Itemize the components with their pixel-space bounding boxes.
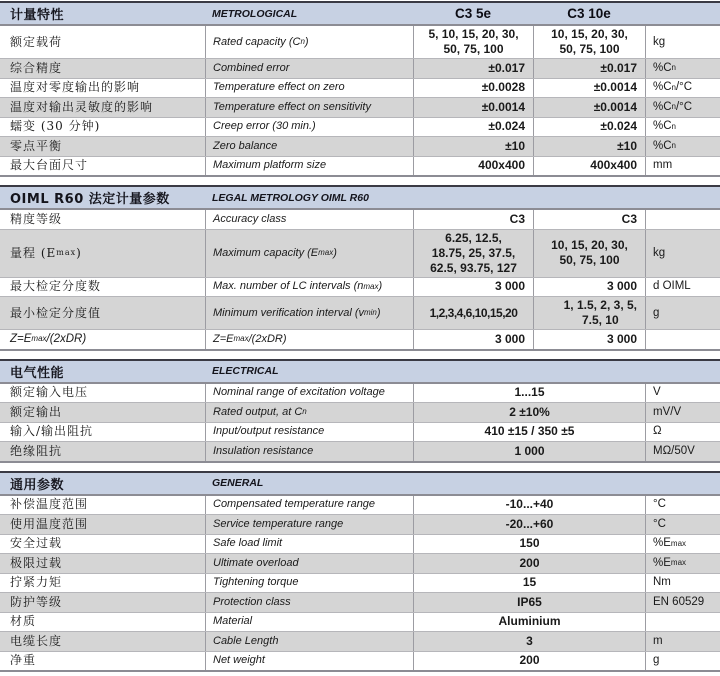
section-title-zh: 通用参数	[10, 477, 65, 493]
spec-name-en: Compensated temperature range	[205, 496, 413, 515]
product-column-header: C3 10e	[567, 6, 611, 21]
spec-unit: %C n	[645, 59, 720, 78]
spec-value-1	[413, 118, 533, 137]
spec-name-zh: 温度对输出灵敏度的影响	[10, 99, 154, 114]
spec-value-2	[533, 210, 645, 229]
spec-unit: d OIML	[645, 278, 720, 297]
spec-value	[413, 384, 645, 403]
spec-name-zh: 输入/输出阻抗	[10, 424, 94, 439]
spec-sections-container	[0, 1, 720, 672]
spec-name-en: Net weight	[205, 652, 413, 671]
spec-value-2-text: ±0.0014	[593, 80, 637, 95]
spec-value	[413, 593, 645, 612]
spec-value-text: 1...15	[514, 385, 545, 400]
spec-value-1-text: C3	[509, 211, 525, 226]
spec-unit	[645, 210, 720, 229]
spec-value-2	[533, 297, 645, 329]
section-title-en: METROLOGICAL	[212, 7, 298, 20]
spec-value-1-text: 5, 10, 15, 20, 30, 50, 75, 100	[428, 27, 519, 56]
section-electrical	[0, 359, 720, 463]
spec-unit: MΩ/50V	[645, 442, 720, 461]
section-oiml-r60	[0, 185, 720, 351]
section-header	[0, 1, 720, 26]
spec-name-zh: Z=E max /(2xDR)	[10, 332, 87, 345]
spec-value-2-text: 400x400	[590, 158, 637, 173]
spec-name-zh: 额定输出	[10, 404, 63, 419]
spec-value-2	[533, 118, 645, 137]
spec-row	[0, 554, 720, 574]
spec-value-2-text: ±0.017	[600, 60, 637, 75]
spec-name-en: Combined error	[205, 59, 413, 78]
spec-name-en: Safe load limit	[205, 535, 413, 554]
spec-row	[0, 278, 720, 298]
spec-value-text: -10...+40	[505, 497, 554, 512]
spec-value	[413, 554, 645, 573]
spec-value-1	[413, 230, 533, 277]
spec-unit: mm	[645, 157, 720, 176]
spec-value-text: 150	[519, 536, 540, 551]
spec-value-2-text: 10, 15, 20, 30, 50, 75, 100	[551, 27, 628, 56]
spec-name-zh: 安全过载	[10, 536, 63, 551]
spec-value-text: IP65	[517, 594, 542, 609]
spec-value-2-text: ±10	[617, 138, 637, 153]
spec-name-en: Accuracy class	[205, 210, 413, 229]
spec-value-2-text: 10, 15, 20, 30, 50, 75, 100	[551, 238, 628, 267]
spec-name-zh: 使用温度范围	[10, 516, 89, 531]
spec-value-1	[413, 137, 533, 156]
spec-value-1-text: ±0.017	[488, 60, 525, 75]
spec-name-zh: 防护等级	[10, 594, 63, 609]
spec-value-2	[533, 137, 645, 156]
spec-value-1	[413, 26, 533, 58]
spec-value-text: -20...+60	[505, 516, 554, 531]
spec-value	[413, 574, 645, 593]
spec-row	[0, 79, 720, 99]
spec-value	[413, 632, 645, 651]
spec-value-1	[413, 330, 533, 349]
spec-unit: m	[645, 632, 720, 651]
spec-name-zh: 净重	[10, 653, 37, 668]
spec-row	[0, 118, 720, 138]
spec-value-text: 200	[519, 555, 540, 570]
spec-name-en: Zero balance	[205, 137, 413, 156]
section-title-zh: 电气性能	[10, 365, 65, 381]
spec-value-text: 15	[522, 575, 537, 590]
spec-value	[413, 496, 645, 515]
spec-row	[0, 403, 720, 423]
spec-value-1-text: ±0.024	[488, 119, 525, 134]
product-column-header: C3 5e	[454, 6, 492, 21]
spec-name-en: Z=E max /(2xDR)	[205, 330, 413, 349]
spec-value-1-text: ±0.0014	[481, 99, 525, 114]
spec-value	[413, 442, 645, 461]
spec-value-1	[413, 297, 533, 329]
spec-value-1-text: 6.25, 12.5, 18.75, 25, 37.5, 62.5, 93.75, 127	[430, 230, 517, 275]
spec-row	[0, 652, 720, 673]
spec-name-en: Insulation resistance	[205, 442, 413, 461]
spec-row	[0, 423, 720, 443]
spec-value-1-text: 3 000	[494, 279, 525, 294]
spec-value-2	[533, 79, 645, 98]
spec-value-2	[533, 59, 645, 78]
spec-row	[0, 442, 720, 463]
spec-unit: %C n /°C	[645, 98, 720, 117]
spec-value-1-text: ±0.0028	[481, 80, 525, 95]
spec-value-1	[413, 278, 533, 297]
spec-name-zh: 温度对零度输出的影响	[10, 80, 141, 95]
spec-row	[0, 230, 720, 278]
section-title-en: LEGAL METROLOGY OIML R60	[212, 191, 369, 204]
section-title-zh: OIML R60 法定计量参数	[10, 192, 170, 207]
spec-value-2-text: 3 000	[606, 279, 637, 294]
spec-row	[0, 26, 720, 59]
spec-name-zh: 最大台面尺寸	[10, 158, 89, 173]
section-header	[0, 185, 720, 210]
spec-name-zh: 拧紧力矩	[10, 575, 63, 590]
spec-row	[0, 210, 720, 230]
spec-value	[413, 613, 645, 632]
spec-value	[413, 535, 645, 554]
spec-row	[0, 613, 720, 633]
spec-value-2	[533, 157, 645, 176]
spec-value-text: 3	[526, 633, 533, 648]
spec-name-zh: 额定输入电压	[10, 385, 89, 400]
spec-value-1-text: 1,2,3,4,6,10,15,20	[429, 305, 518, 320]
spec-name-en: Material	[205, 613, 413, 632]
spec-value-1-text: 3 000	[494, 331, 525, 346]
spec-unit: %C n /°C	[645, 79, 720, 98]
spec-row	[0, 297, 720, 330]
spec-value-1-text: ±10	[505, 138, 525, 153]
spec-unit: %C n	[645, 137, 720, 156]
spec-row	[0, 98, 720, 118]
section-title-en: GENERAL	[212, 477, 264, 489]
section-header	[0, 471, 720, 496]
spec-name-en: Maximum platform size	[205, 157, 413, 176]
spec-value-2	[533, 330, 645, 349]
spec-value	[413, 515, 645, 534]
spec-value	[413, 403, 645, 422]
spec-name-en: Ultimate overload	[205, 554, 413, 573]
spec-row	[0, 632, 720, 652]
section-general	[0, 471, 720, 673]
spec-unit: kg	[645, 26, 720, 58]
spec-row	[0, 496, 720, 516]
spec-unit	[645, 330, 720, 349]
spec-value-2-text: 3 000	[606, 331, 637, 346]
spec-row	[0, 157, 720, 178]
spec-unit: %E max	[645, 535, 720, 554]
spec-unit: %E max	[645, 554, 720, 573]
section-title-zh: 计量特性	[10, 8, 65, 23]
spec-value-1	[413, 157, 533, 176]
spec-name-en: Maximum capacity (E max )	[205, 230, 413, 277]
spec-name-zh: 最小检定分度值	[10, 305, 102, 320]
spec-value-2-text: C3	[621, 211, 637, 226]
spec-unit: %C n	[645, 118, 720, 137]
spec-name-en: Input/output resistance	[205, 423, 413, 442]
spec-unit: mV/V	[645, 403, 720, 422]
spec-name-en: Tightening torque	[205, 574, 413, 593]
spec-unit: °C	[645, 496, 720, 515]
spec-name-en: Minimum verification interval (v min )	[205, 297, 413, 329]
spec-unit: V	[645, 384, 720, 403]
spec-value-text: Aluminium	[498, 614, 561, 629]
section-metrological	[0, 1, 720, 177]
spec-name-zh: 量程 (E max )	[10, 245, 82, 260]
spec-name-zh: 额定载荷	[10, 34, 63, 49]
spec-value-2-text: 1, 1.5, 2, 3, 5, 7.5, 10	[563, 298, 637, 327]
spec-value-text: 1 000	[514, 443, 545, 458]
spec-value-2-text: ±0.024	[600, 119, 637, 134]
spec-row	[0, 574, 720, 594]
spec-value-1	[413, 59, 533, 78]
spec-value-1	[413, 98, 533, 117]
spec-value-2-text: ±0.0014	[593, 99, 637, 114]
spec-name-zh: 材质	[10, 614, 37, 629]
spec-name-zh: 补偿温度范围	[10, 497, 89, 512]
spec-value	[413, 423, 645, 442]
spec-value-text: 200	[519, 653, 540, 668]
spec-name-zh: 精度等级	[10, 211, 63, 226]
spec-name-en: Max. number of LC intervals (n max )	[205, 278, 413, 297]
spec-row	[0, 593, 720, 613]
spec-name-en: Nominal range of excitation voltage	[205, 384, 413, 403]
spec-value-text: 410 ±15 / 350 ±5	[484, 424, 575, 439]
spec-value-1-text: 400x400	[478, 158, 525, 173]
spec-value	[413, 652, 645, 671]
spec-unit	[645, 613, 720, 632]
section-header	[0, 359, 720, 384]
spec-name-zh: 综合精度	[10, 60, 63, 75]
spec-unit: Ω	[645, 423, 720, 442]
spec-row	[0, 137, 720, 157]
spec-row	[0, 330, 720, 351]
spec-name-zh: 电缆长度	[10, 633, 63, 648]
spec-name-en: Temperature effect on sensitivity	[205, 98, 413, 117]
section-title-en: ELECTRICAL	[212, 365, 279, 377]
spec-value-text: 2 ±10%	[509, 404, 550, 419]
spec-value-1	[413, 79, 533, 98]
spec-unit: °C	[645, 515, 720, 534]
spec-value-2	[533, 278, 645, 297]
spec-row	[0, 535, 720, 555]
spec-name-en: Rated capacity (C n )	[205, 26, 413, 58]
spec-unit: Nm	[645, 574, 720, 593]
spec-name-en: Rated output, at C n	[205, 403, 413, 422]
spec-name-en: Creep error (30 min.)	[205, 118, 413, 137]
spec-name-en: Temperature effect on zero	[205, 79, 413, 98]
spec-name-en: Service temperature range	[205, 515, 413, 534]
spec-unit: g	[645, 297, 720, 329]
spec-unit: kg	[645, 230, 720, 277]
spec-name-en: Protection class	[205, 593, 413, 612]
spec-row	[0, 515, 720, 535]
spec-value-2	[533, 230, 645, 277]
spec-name-zh: 绝缘阻抗	[10, 443, 63, 458]
spec-unit: EN 60529	[645, 593, 720, 612]
spec-name-zh: 蠕变 (30 分钟)	[10, 119, 101, 134]
spec-row	[0, 59, 720, 79]
spec-name-zh: 零点平衡	[10, 138, 63, 153]
spec-row	[0, 384, 720, 404]
spec-value-1	[413, 210, 533, 229]
spec-value-2	[533, 98, 645, 117]
spec-unit: g	[645, 652, 720, 671]
spec-name-en: Cable Length	[205, 632, 413, 651]
spec-name-zh: 最大检定分度数	[10, 279, 102, 294]
spec-name-zh: 极限过载	[10, 555, 63, 570]
spec-value-2	[533, 26, 645, 58]
